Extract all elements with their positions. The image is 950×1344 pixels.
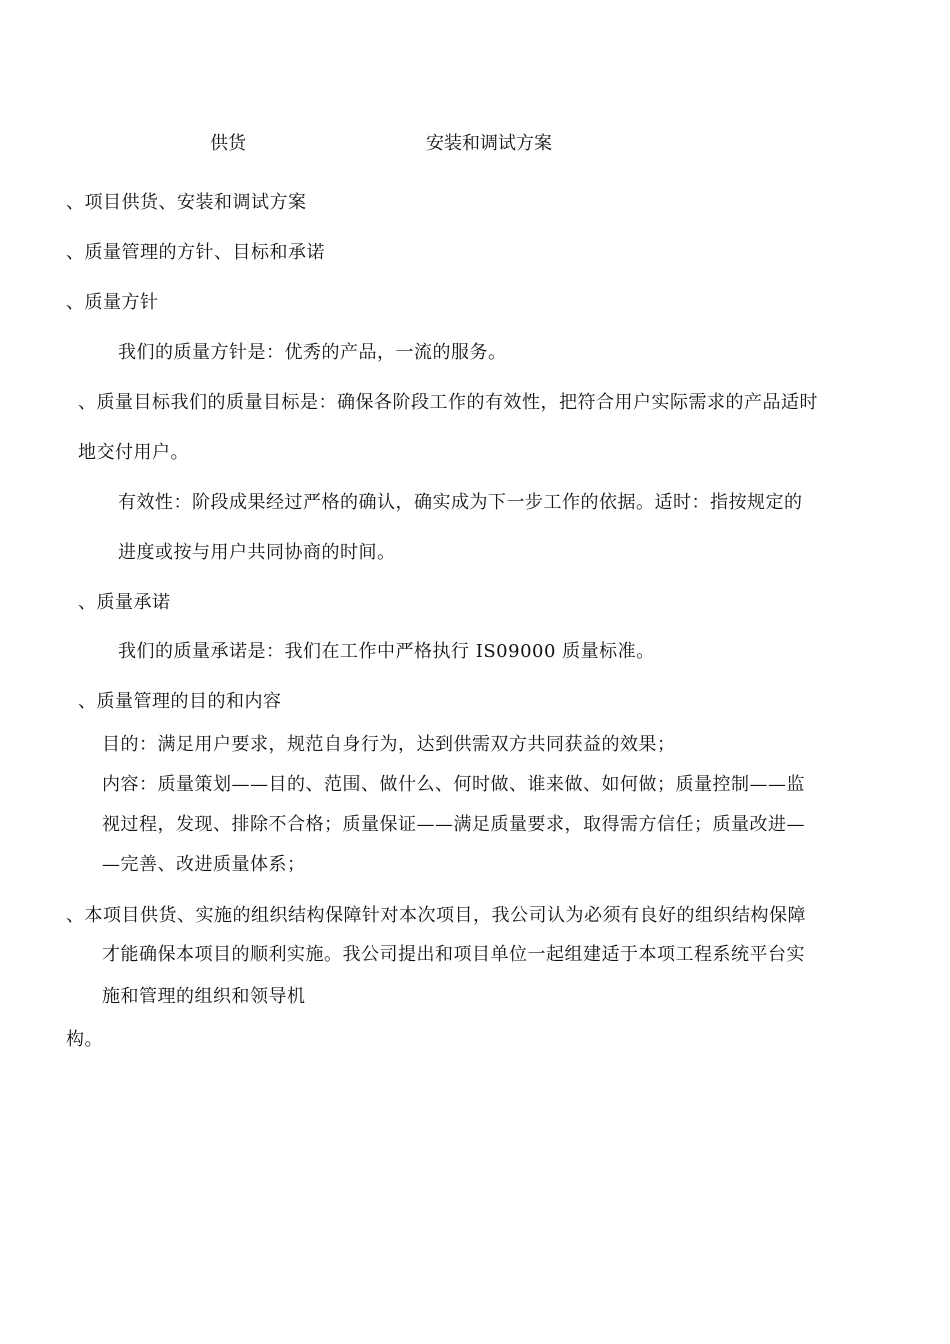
paragraph-line: 地交付用户。 bbox=[78, 442, 189, 463]
paragraph-line: 我们的质量方针是：优秀的产品，一流的服务。 bbox=[118, 342, 507, 363]
heading-quality-purpose: 、质量管理的目的和内容 bbox=[78, 691, 282, 712]
heading-project-plan: 、项目供货、安装和调试方案 bbox=[66, 192, 307, 213]
paragraph-line: 目的：满足用户要求，规范自身行为，达到供需双方共同获益的效果； bbox=[102, 734, 676, 755]
paragraph-line: 、质量目标我们的质量目标是：确保各阶段工作的有效性，把符合用户实际需求的产品适时 bbox=[78, 392, 818, 413]
paragraph-line: 内容：质量策划——目的、范围、做什么、何时做、谁来做、如何做；质量控制——监 bbox=[102, 774, 805, 795]
doc-title-right: 安装和调试方案 bbox=[426, 133, 552, 154]
heading-quality-commitment: 、质量承诺 bbox=[78, 592, 171, 613]
heading-quality-policy: 、质量方针 bbox=[66, 292, 159, 313]
paragraph-line: 进度或按与用户共同协商的时间。 bbox=[118, 542, 396, 563]
paragraph-line: 我们的质量承诺是：我们在工作中严格执行 IS09000 质量标准。 bbox=[118, 641, 655, 662]
heading-quality-policy-goals: 、质量管理的方针、目标和承诺 bbox=[66, 242, 325, 263]
paragraph-line: 才能确保本项目的顺利实施。我公司提出和项目单位一起组建适于本项工程系统平台实 bbox=[102, 944, 805, 965]
heading-org-structure: 、本项目供货、实施的组织结构保障针对本次项目，我公司认为必须有良好的组织结构保障 bbox=[66, 905, 806, 926]
paragraph-line: 构。 bbox=[66, 1029, 103, 1050]
paragraph-line: —完善、改进质量体系； bbox=[102, 854, 306, 875]
paragraph-line: 施和管理的组织和领导机 bbox=[102, 986, 306, 1007]
paragraph-line: 视过程，发现、排除不合格；质量保证——满足质量要求，取得需方信任；质量改进— bbox=[102, 814, 805, 835]
doc-title-left: 供货 bbox=[210, 133, 246, 154]
paragraph-line: 有效性：阶段成果经过严格的确认，确实成为下一步工作的依据。适时：指按规定的 bbox=[118, 492, 803, 513]
